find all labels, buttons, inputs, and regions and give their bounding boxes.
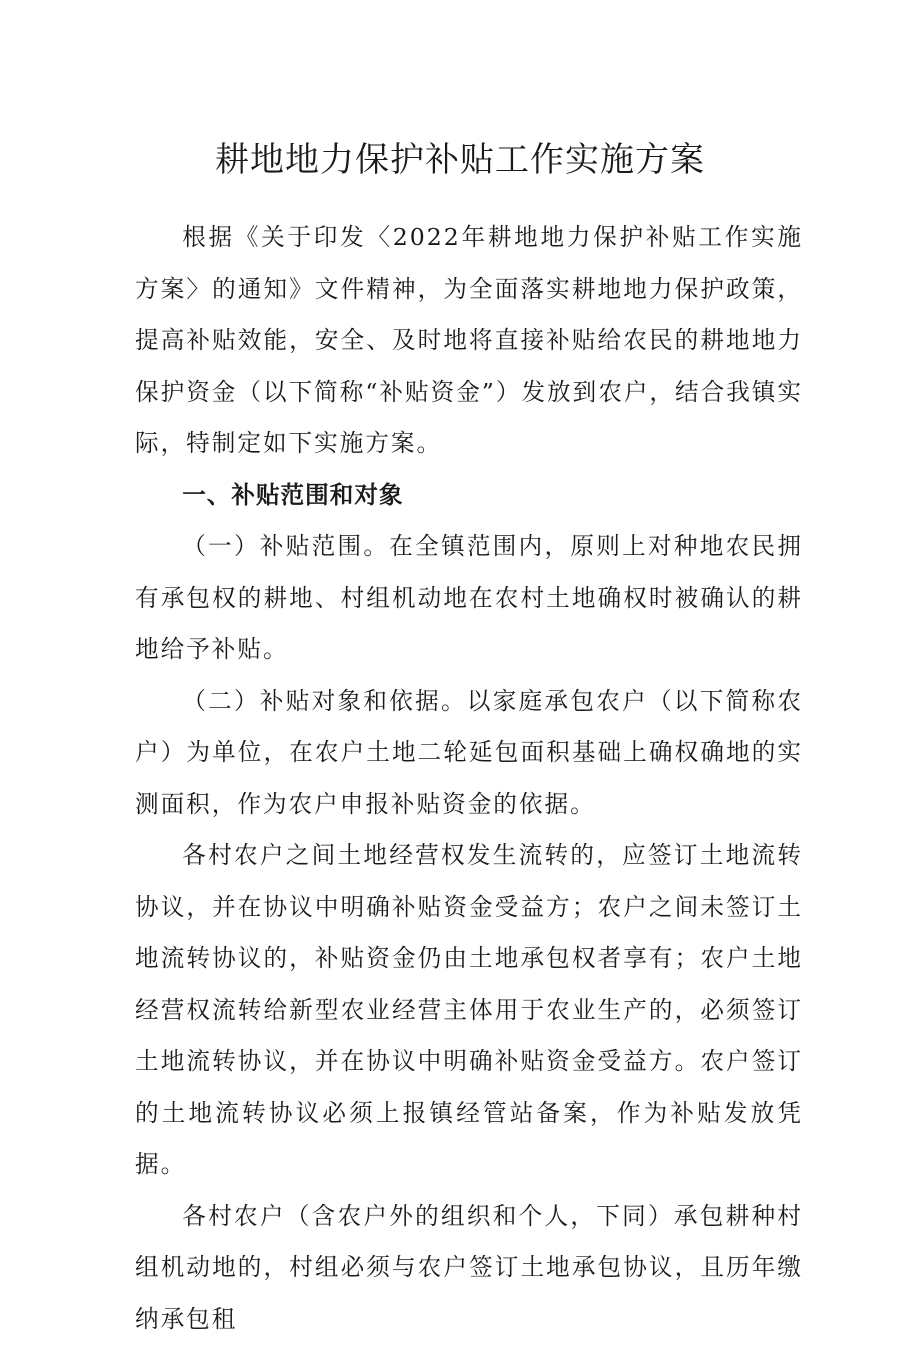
intro-paragraph: 根据《关于印发〈2022年耕地地力保护补贴工作实施方案〉的通知》文件精神，为全面落实耕地地力保护政策，提高补贴效能，安全、及时地将直接补贴给农民的耕地地力保护资金（以下简称“补贴资金”）发放到农户，结合我镇实际，特制定如下实施方案。 xyxy=(135,212,803,470)
subsidy-object-paragraph: （二）补贴对象和依据。以家庭承包农户（以下简称农户）为单位，在农户土地二轮延包面积基础上确权确地的实测面积，作为农户申报补贴资金的依据。 xyxy=(135,676,803,831)
subsidy-scope-paragraph: （一）补贴范围。在全镇范围内，原则上对种地农民拥有承包权的耕地、村组机动地在农村土地确权时被确认的耕地给予补贴。 xyxy=(135,521,803,676)
document-title: 耕地地力保护补贴工作实施方案 xyxy=(0,136,920,184)
document-body xyxy=(135,212,803,1345)
section-1-heading: 一、补贴范围和对象 xyxy=(135,470,803,522)
reserve-land-paragraph: 各村农户（含农户外的组织和个人，下同）承包耕种村组机动地的，村组必须与农户签订土地承包协议，且历年缴纳承包租 xyxy=(135,1191,803,1345)
land-transfer-paragraph: 各村农户之间土地经营权发生流转的，应签订土地流转协议，并在协议中明确补贴资金受益方；农户之间未签订土地流转协议的，补贴资金仍由土地承包权者享有；农户土地经营权流转给新型农业经营主体用于农业生产的，必须签订土地流转协议，并在协议中明确补贴资金受益方。农户签订的土地流转协议必须上报镇经管站备案，作为补贴发放凭据。 xyxy=(135,830,803,1191)
